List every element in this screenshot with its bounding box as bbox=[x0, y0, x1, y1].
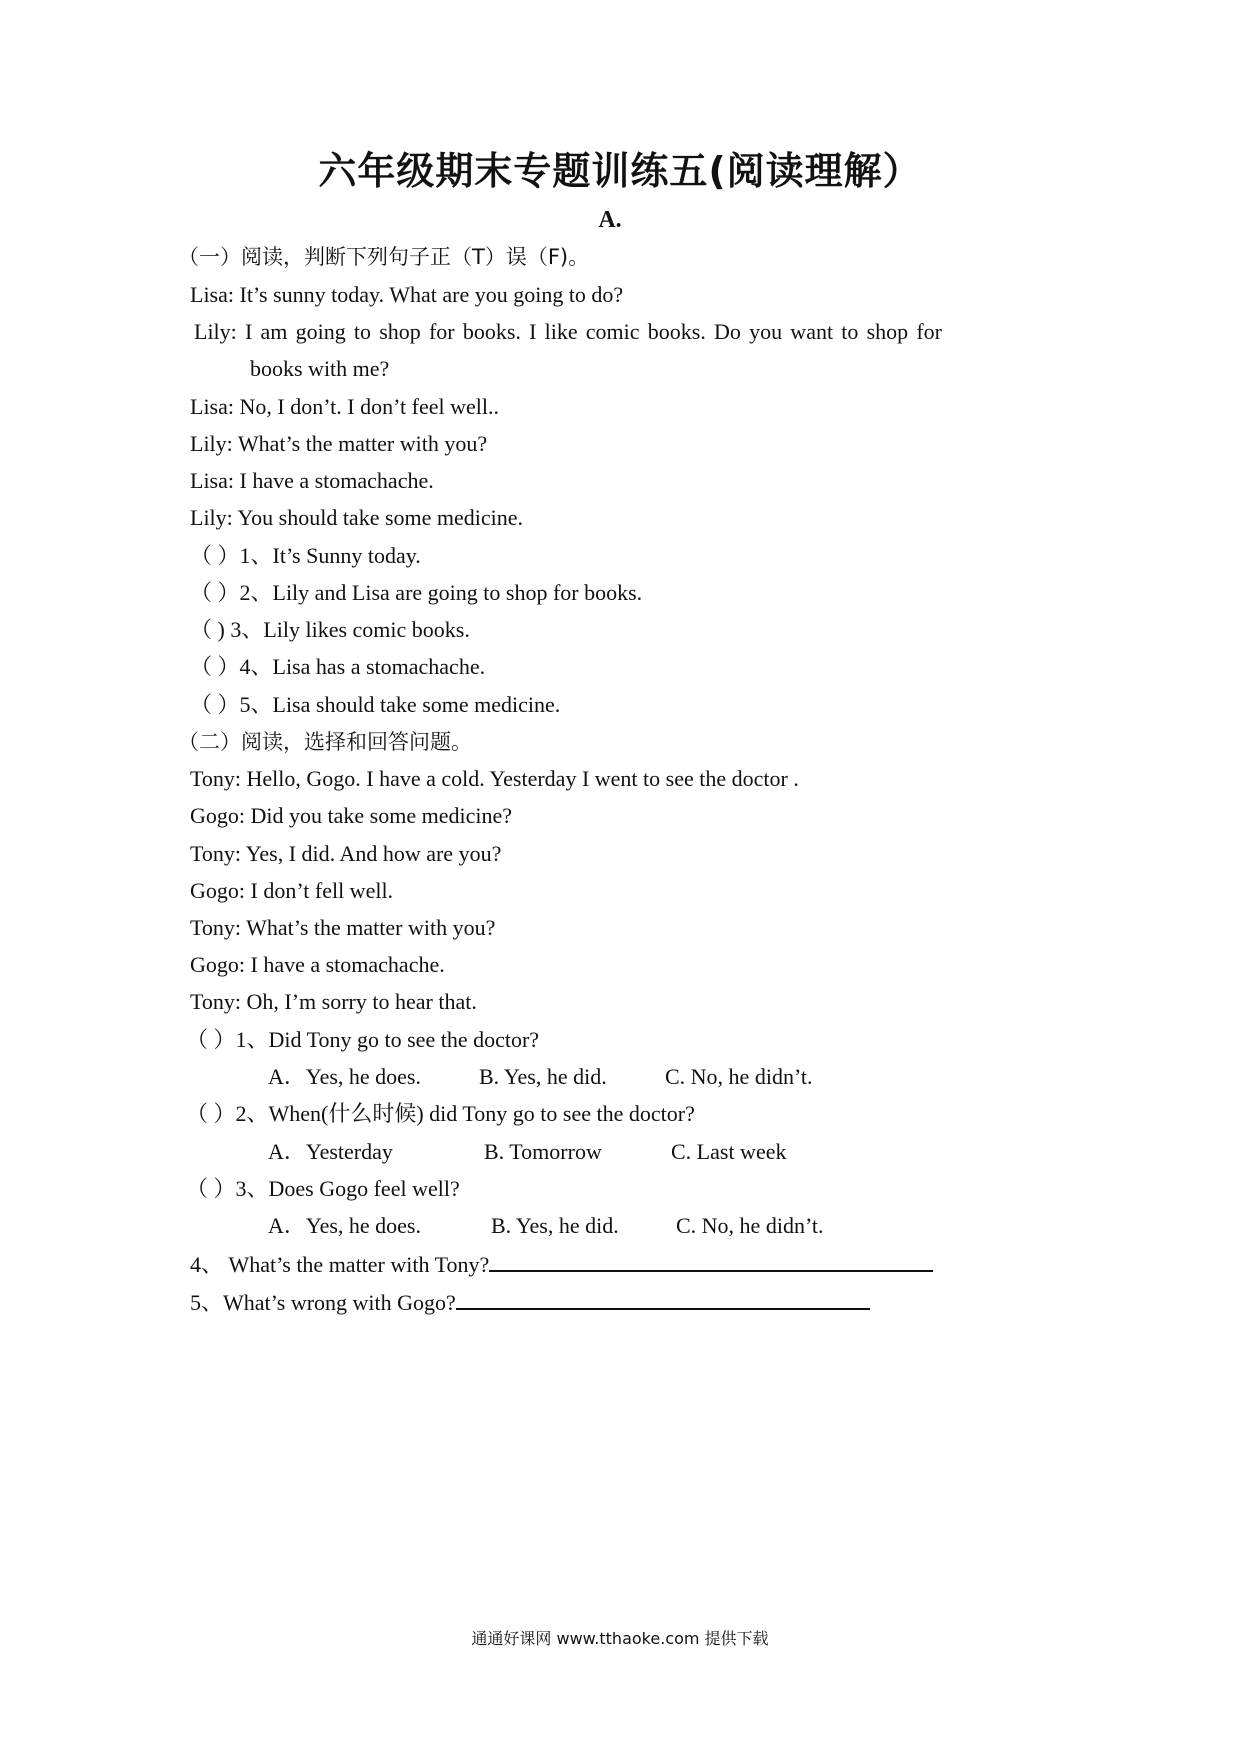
dialogue-line: Gogo: I don’t fell well. bbox=[190, 878, 394, 903]
dialogue-line: Lisa: It’s sunny today. What are you going to do? bbox=[190, 282, 624, 307]
open-question bbox=[190, 1248, 933, 1280]
open-question-text: 4、 What’s the matter with Tony? bbox=[190, 1252, 490, 1277]
choice-question: （ ）2、When(什么时候) did Tony go to see the doctor? bbox=[186, 1101, 695, 1126]
dialogue-line: Gogo: Did you take some medicine? bbox=[190, 803, 512, 828]
answer-blank[interactable] bbox=[456, 1286, 870, 1310]
choice-options bbox=[0, 1137, 1240, 1167]
option-b: B. Tomorrow bbox=[484, 1139, 602, 1164]
choice-options bbox=[0, 1062, 1240, 1092]
dialogue-line: Tony: What’s the matter with you? bbox=[190, 915, 496, 940]
footer-source: 通通好课网 www.tthaoke.com 提供下载 bbox=[471, 1629, 769, 1648]
true-false-question: （ ）4、Lisa has a stomachache. bbox=[190, 654, 486, 679]
option-a: A．Yes, he does. bbox=[268, 1213, 421, 1238]
dialogue-line: Tony: Yes, I did. And how are you? bbox=[190, 841, 502, 866]
part1-heading: （一）阅读，判断下列句子正（T）误（F)。 bbox=[178, 245, 590, 269]
dialogue-line: Lily: What’s the matter with you? bbox=[190, 431, 488, 456]
dialogue-line: Lisa: I have a stomachache. bbox=[190, 468, 434, 493]
dialogue-line: Gogo: I have a stomachache. bbox=[190, 952, 445, 977]
option-a: A．Yesterday bbox=[268, 1139, 393, 1164]
dialogue-line: Tony: Hello, Gogo. I have a cold. Yesterday I went to see the doctor . bbox=[190, 766, 799, 791]
open-question bbox=[190, 1286, 870, 1318]
option-b: B. Yes, he did. bbox=[479, 1064, 607, 1089]
true-false-question: （ ）5、Lisa should take some medicine. bbox=[190, 692, 561, 717]
dialogue-line: Tony: Oh, I’m sorry to hear that. bbox=[190, 989, 477, 1014]
section-a-label: A. bbox=[598, 207, 622, 233]
answer-blank[interactable] bbox=[489, 1248, 933, 1272]
page-title: 六年级期末专题训练五(阅读理解） bbox=[318, 149, 922, 193]
open-question-text: 5、What’s wrong with Gogo? bbox=[190, 1290, 456, 1315]
option-c: C. No, he didn’t. bbox=[676, 1213, 824, 1238]
option-c: C. No, he didn’t. bbox=[665, 1064, 813, 1089]
true-false-question: （ ）2、Lily and Lisa are going to shop for books. bbox=[190, 580, 643, 605]
option-a: A．Yes, he does. bbox=[268, 1064, 421, 1089]
choice-question: （ ）3、Does Gogo feel well? bbox=[186, 1176, 460, 1201]
dialogue-line: Lisa: No, I don’t. I don’t feel well.. bbox=[190, 394, 499, 419]
dialogue-line: Lily: I am going to shop for books. I like comic books. Do you want to shop for bbox=[194, 319, 942, 344]
dialogue-line: Lily: You should take some medicine. bbox=[190, 505, 524, 530]
choice-options bbox=[0, 1211, 1240, 1241]
true-false-question: （ ) 3、Lily likes comic books. bbox=[190, 617, 470, 642]
option-c: C. Last week bbox=[671, 1139, 787, 1164]
dialogue-line: books with me? bbox=[250, 356, 390, 381]
option-b: B. Yes, he did. bbox=[491, 1213, 619, 1238]
true-false-question: （ ）1、It’s Sunny today. bbox=[190, 543, 421, 568]
choice-question: （ ）1、Did Tony go to see the doctor? bbox=[186, 1027, 540, 1052]
part2-heading: （二）阅读，选择和回答问题。 bbox=[178, 730, 472, 754]
